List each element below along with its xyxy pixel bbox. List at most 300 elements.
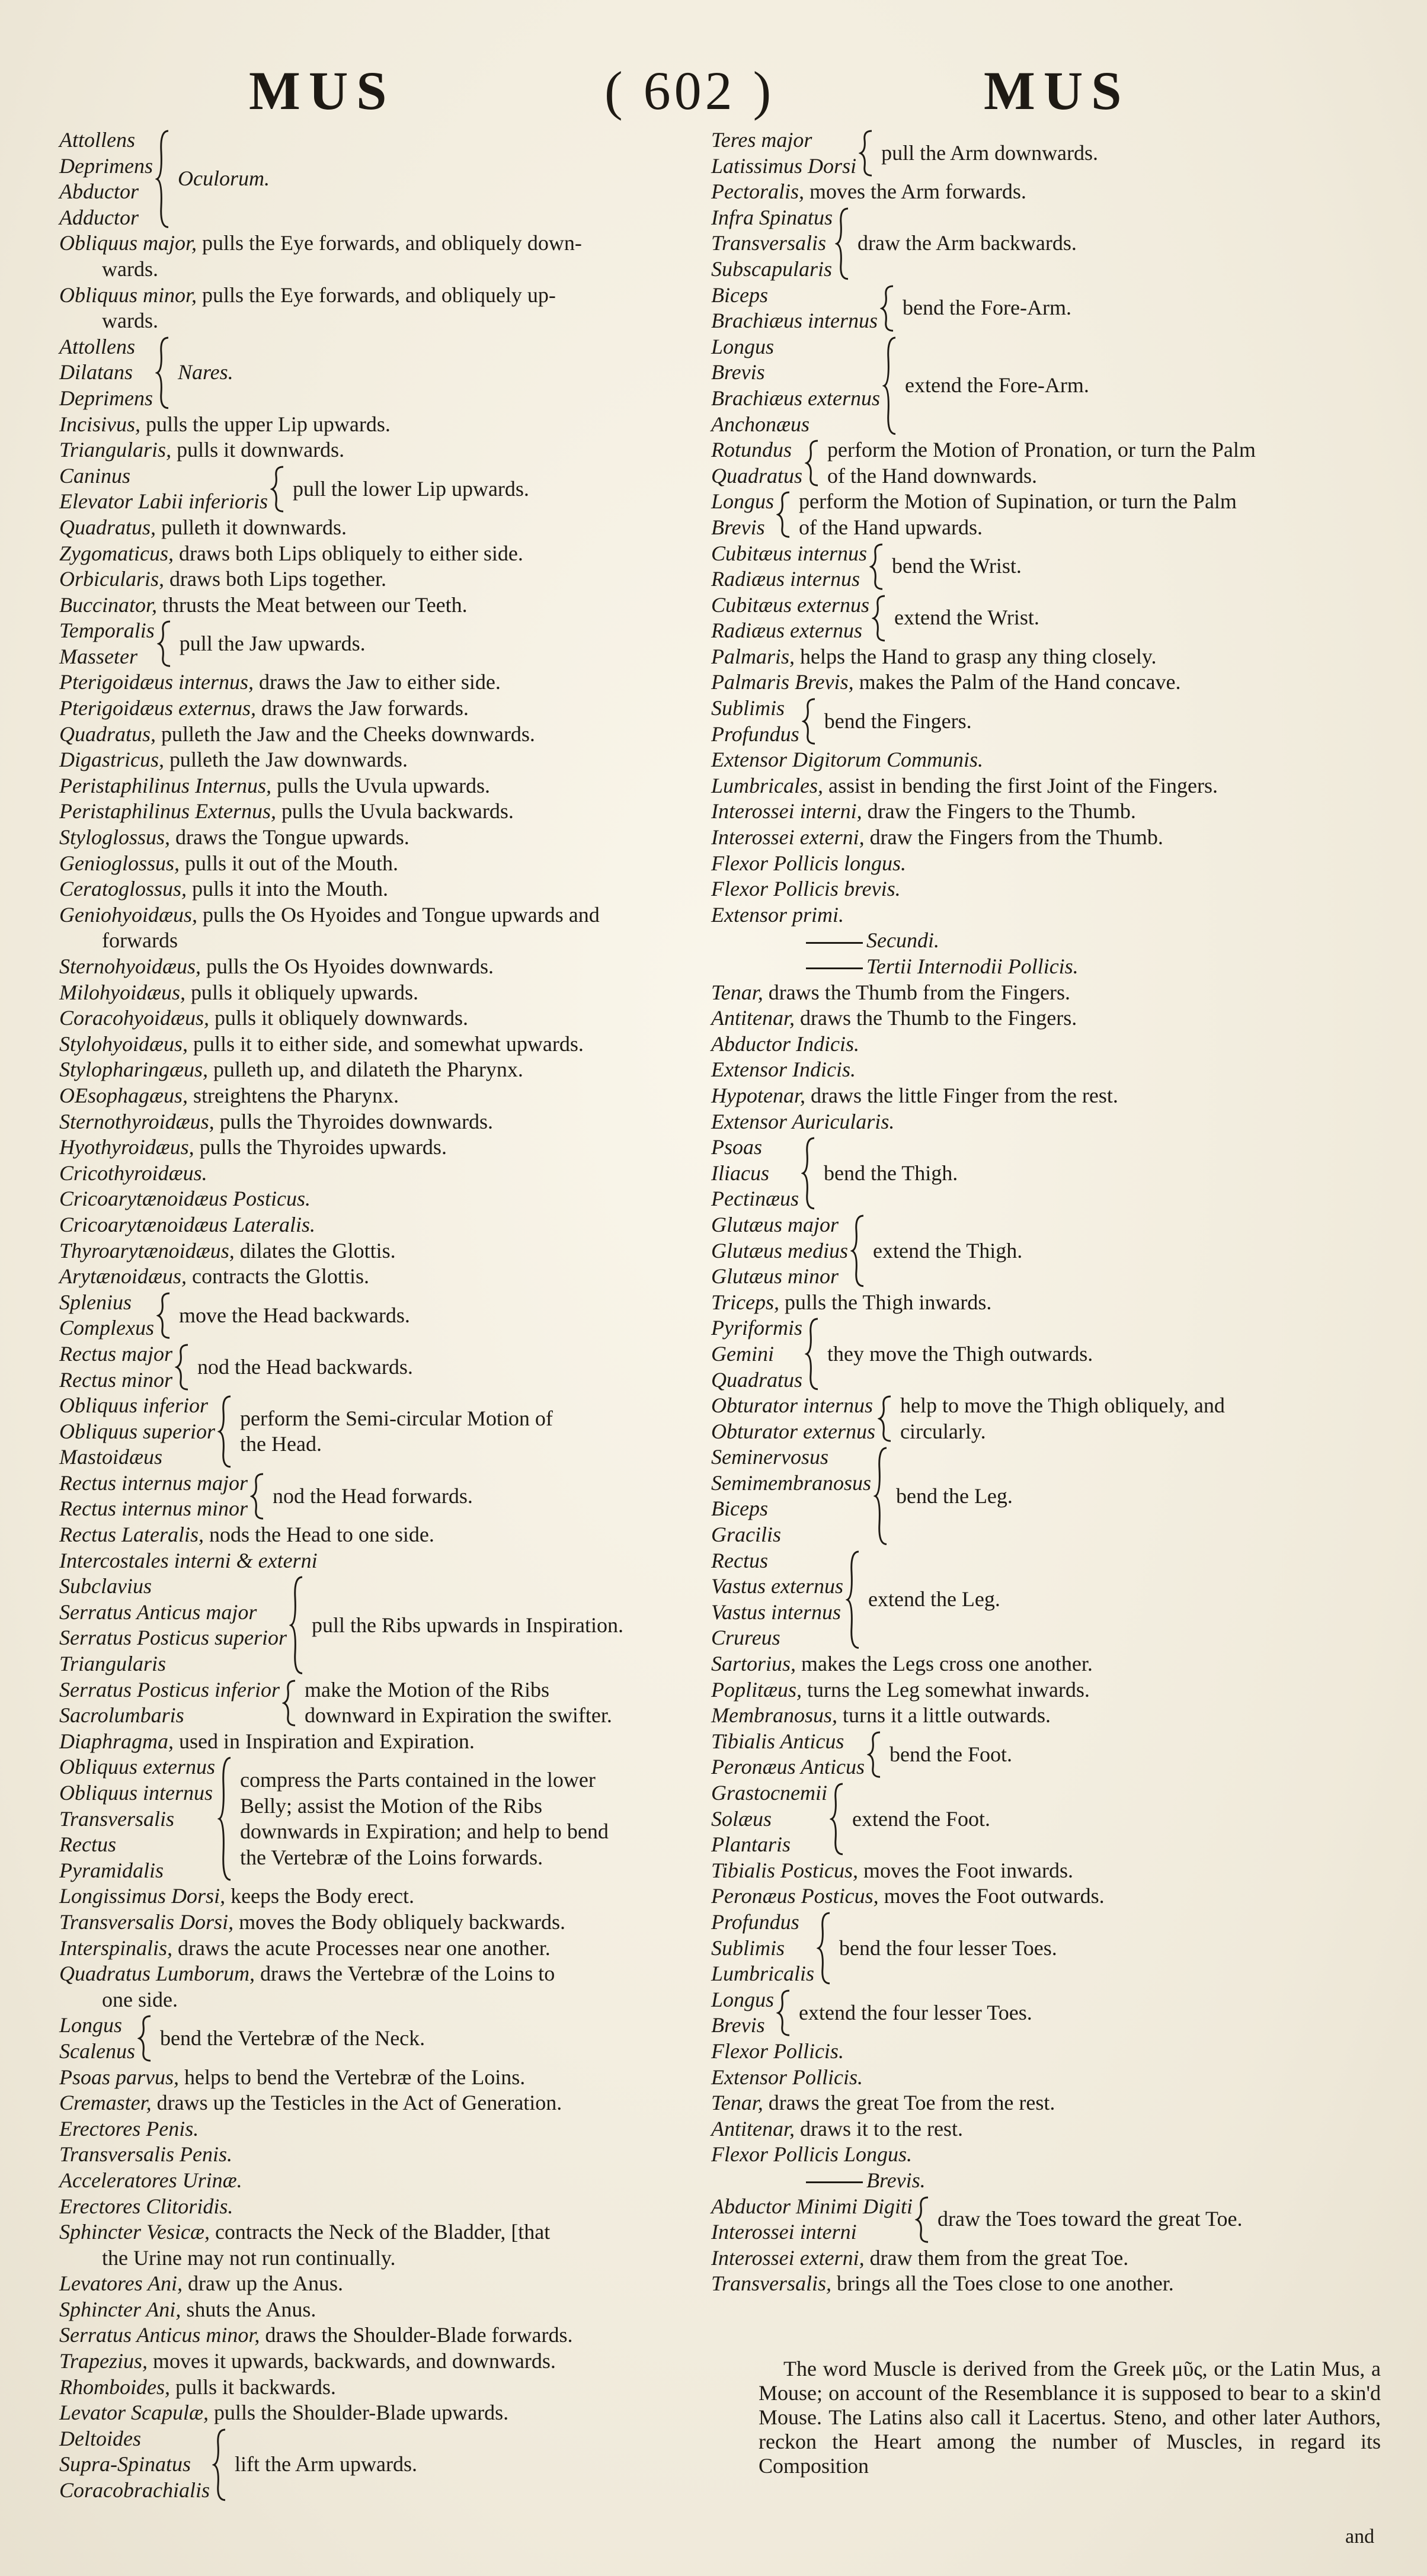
muscle-name: Temporalis (59, 619, 155, 643)
brace (867, 543, 887, 591)
brace (913, 2196, 933, 2244)
muscle-name: Peronæus Anticus (711, 1755, 865, 1779)
muscle-name: Seminervosus (711, 1445, 828, 1469)
muscle-name: Hyothyroidæus, (59, 1135, 194, 1159)
muscle-group (711, 541, 1399, 592)
muscle-name: Infra Spinatus (711, 205, 833, 229)
muscle-entry (59, 2142, 717, 2168)
page-number: ( 602 ) (604, 60, 775, 121)
muscle-group-names (59, 618, 155, 669)
brace (880, 336, 900, 435)
muscle-name: Levatores Ani, (59, 2271, 183, 2296)
muscle-action: draws the Shoulder-Blade forwards. (260, 2323, 573, 2347)
muscle-action: pulls it to either side, and somewhat upwards. (187, 1031, 584, 1056)
brace-icon (156, 1292, 172, 1340)
muscle-entry (59, 1238, 717, 1264)
muscle-group (711, 489, 1399, 540)
muscle-action: draws both Lips together. (164, 567, 386, 591)
muscle-name: Profundus (711, 1909, 799, 1934)
muscle-name: Psoas (711, 1135, 763, 1159)
muscle-name: Deprimens (59, 386, 153, 410)
muscle-entry (711, 2271, 1399, 2297)
ditto-entry: Brevis. (711, 2168, 1399, 2194)
muscle-entry (59, 541, 717, 567)
muscle-entry (59, 2348, 717, 2375)
muscle-action: draw the Fingers from the Thumb. (864, 825, 1163, 850)
muscle-action: pulls it downwards. (171, 438, 345, 462)
muscle-name: Brevis (711, 2013, 765, 2037)
muscle-group (711, 437, 1399, 489)
brace-icon (872, 594, 887, 642)
muscle-group-names (711, 541, 867, 592)
brace-icon (217, 1395, 233, 1469)
muscle-name: Transversalis, (711, 2271, 832, 2296)
muscle-group-names (59, 463, 268, 515)
muscle-action: pulls the Uvula backwards. (276, 799, 514, 824)
muscle-group (59, 1754, 717, 1883)
brace-icon (217, 1756, 233, 1882)
muscle-group-names (711, 127, 856, 179)
muscle-action: nods the Head to one side. (203, 1523, 434, 1547)
muscle-name: Obliquus superior (59, 1419, 216, 1443)
muscle-name: Coracohyoidæus, (59, 1006, 210, 1030)
brace (210, 2428, 230, 2502)
muscle-name: Interossei externi, (711, 2245, 865, 2270)
muscle-name: Extensor Indicis. (711, 1058, 856, 1082)
muscle-entry (711, 1858, 1399, 1884)
entry-continuation: wards. (102, 257, 158, 281)
muscle-entry (711, 773, 1399, 799)
brace-icon (846, 1550, 861, 1649)
muscle-group-names (59, 127, 153, 230)
muscle-entry (59, 1883, 717, 1909)
brace (153, 336, 173, 410)
brace (155, 620, 175, 668)
muscle-name: Pectinæus (711, 1187, 799, 1211)
group-action: extend the four lesser Toes. (799, 2000, 1032, 2024)
muscle-name: Longissimus Dorsi, (59, 1884, 226, 1908)
muscle-action: streightens the Pharynx. (188, 1083, 399, 1107)
muscle-entry (711, 902, 1399, 928)
muscle-name: Gracilis (711, 1523, 782, 1547)
muscle-name: Sartorius, (711, 1652, 796, 1676)
brace (833, 207, 853, 281)
muscle-entry (711, 1005, 1399, 1031)
etymology-paragraph: The word Muscle is derived from the Greek μῦς, or the Latin Mus, a Mouse; on account of the Resemblance it is supposed to bear to a skin'd Mouse. The Latins also call it Lacertus. Steno, and other later Authors, reckon the Heart among the number of Muscles, in regard its Composition (759, 2357, 1381, 2478)
group-action: bend the Fingers. (824, 709, 972, 733)
group-action: extend the Wrist. (894, 605, 1039, 630)
muscle-action: moves the Body obliquely backwards. (233, 1909, 565, 1934)
muscle-name: Trapezius, (59, 2349, 148, 2373)
muscle-name: Peristaphilinus Internus, (59, 773, 271, 797)
brace-icon (155, 336, 171, 410)
muscle-name: Arytænoidæus, (59, 1264, 187, 1289)
muscle-action: pulls it obliquely upwards. (185, 980, 418, 1004)
muscle-action: draws the little Finger from the rest. (805, 1083, 1118, 1107)
brace (172, 1343, 193, 1391)
muscle-entry (59, 980, 717, 1006)
muscle-group (711, 1212, 1399, 1290)
muscle-entry (711, 669, 1399, 696)
muscle-entry (59, 592, 717, 619)
brace-icon (867, 1731, 882, 1779)
muscle-name: Orbicularis, (59, 567, 165, 591)
muscle-name: Abductor (59, 180, 139, 204)
brace (215, 1756, 235, 1882)
muscle-name: Lumbricalis (711, 1962, 815, 1986)
muscle-action: contracts the Glottis. (187, 1264, 369, 1289)
brace-icon (835, 207, 850, 281)
muscle-name: Stylohyoidæus, (59, 1031, 188, 1056)
muscle-name: Extensor Digitorum Communis. (711, 748, 983, 772)
muscle-name: Antitenar, (711, 2116, 795, 2141)
muscle-name: Thyroarytænoidæus, (59, 1238, 235, 1263)
muscle-action: pulls the Thyroides downwards. (214, 1109, 493, 1133)
muscle-name: Plantaris (711, 1832, 791, 1857)
brace-icon (859, 129, 874, 177)
muscle-name: Palmaris Brevis, (711, 670, 854, 694)
muscle-name: Rectus Lateralis, (59, 1523, 204, 1547)
catchword: and (1345, 2526, 1375, 2548)
muscle-name: Glutæus major (711, 1212, 839, 1236)
muscle-action: draws the great Toe from the rest. (763, 2091, 1055, 2115)
muscle-action: draws it to the rest. (795, 2116, 963, 2141)
muscle-name: Serratus Posticus inferior (59, 1677, 280, 1702)
muscle-name: Cricothyroidæus. (59, 1161, 207, 1185)
muscle-group (711, 696, 1399, 747)
muscle-group (59, 2013, 717, 2064)
muscle-name: Abductor Indicis. (711, 1031, 859, 1056)
muscle-name: Lumbricales, (711, 773, 823, 797)
muscle-entry (711, 2142, 1399, 2168)
brace (848, 1214, 868, 1288)
muscle-name: Zygomaticus, (59, 541, 174, 565)
muscle-group-names (711, 1212, 848, 1290)
muscle-name: Glutæus minor (711, 1264, 839, 1289)
muscle-entry (59, 2219, 717, 2245)
muscle-action: draws the Thumb from the Fingers. (763, 980, 1070, 1004)
muscle-name: Diaphragma, (59, 1729, 174, 1753)
brace-icon (270, 465, 286, 513)
brace (799, 697, 820, 745)
muscle-name: Supra-Spinatus (59, 2452, 191, 2476)
group-action: bend the Foot. (890, 1742, 1012, 1766)
brace (135, 2014, 155, 2062)
muscle-entry (711, 2245, 1399, 2271)
muscle-entry (711, 1057, 1399, 1083)
muscle-entry (59, 1083, 717, 1109)
muscle-name: Cremaster, (59, 2091, 152, 2115)
brace (154, 1292, 174, 1340)
muscle-name: Rectus internus minor (59, 1497, 248, 1521)
muscle-entry (711, 1703, 1399, 1729)
muscle-name: Serratus Anticus minor, (59, 2323, 260, 2347)
brace-icon (175, 1343, 190, 1391)
muscle-action: pulls the Os Hyoides downwards. (201, 954, 494, 978)
muscle-name: Mastoidæus (59, 1445, 163, 1469)
muscle-action: pulls the Uvula upwards. (271, 773, 490, 797)
brace (280, 1679, 300, 1727)
muscle-action: turns it a little outwards. (837, 1703, 1051, 1728)
ditto-entry: Secundi. (711, 928, 1399, 954)
muscle-name: Triangularis, (59, 438, 172, 462)
muscle-action: makes the Palm of the Hand concave. (853, 670, 1181, 694)
brace-icon (805, 439, 820, 487)
muscle-name: Longus (711, 489, 775, 514)
group-action: bend the Leg. (895, 1484, 1013, 1508)
muscle-name: Teres major (711, 128, 812, 152)
muscle-name: Pterigoidæus internus, (59, 670, 254, 694)
brace-icon (805, 1317, 820, 1391)
muscle-name: Acceleratores Urinæ. (59, 2168, 242, 2192)
muscle-name: Flexor Pollicis longus. (711, 851, 906, 875)
muscle-entry (711, 799, 1399, 825)
muscle-name: Ceratoglossus, (59, 877, 187, 901)
muscle-name: Obliquus inferior (59, 1393, 209, 1418)
muscle-entry (59, 1161, 717, 1187)
muscle-name: Adductor (59, 205, 139, 229)
muscle-name: Rotundus (711, 438, 792, 462)
muscle-name: Pyramidalis (59, 1858, 164, 1882)
muscle-entry (59, 230, 717, 257)
muscle-group (59, 1393, 717, 1470)
brace-icon (915, 2196, 930, 2244)
muscle-name: Flexor Pollicis. (711, 2039, 844, 2063)
muscle-entry (711, 1031, 1399, 1058)
group-action: help to move the Thigh obliquely, and circularly. (900, 1393, 1225, 1443)
muscle-name: Pyriformis (711, 1316, 803, 1340)
muscle-action: keeps the Body erect. (225, 1884, 414, 1908)
brace (869, 594, 890, 642)
muscle-group-names (711, 1393, 875, 1444)
muscle-action: contracts the Neck of the Bladder, [that (209, 2220, 551, 2244)
muscle-entry (59, 1109, 717, 1135)
muscle-action: used in Inspiration and Expiration. (174, 1729, 475, 1753)
muscle-entry (59, 412, 717, 438)
muscle-action: draw the Fingers to the Thumb. (862, 799, 1136, 824)
muscle-name: Iliacus (711, 1161, 769, 1185)
brace-icon (817, 1911, 832, 1985)
muscle-group-names (711, 1315, 802, 1393)
entry-continuation: forwards (102, 928, 178, 953)
muscle-group (59, 2426, 717, 2504)
muscle-name: Rectus internus major (59, 1470, 248, 1495)
muscle-name: Splenius (59, 1290, 132, 1314)
muscle-entry (59, 851, 717, 877)
muscle-name: Transversalis Penis. (59, 2142, 233, 2167)
muscle-name: Attollens (59, 334, 135, 358)
muscle-name: Extensor Pollicis. (711, 2065, 863, 2089)
muscle-name: Membranosus, (711, 1703, 837, 1728)
muscle-entry (711, 851, 1399, 877)
muscle-entry (59, 669, 717, 696)
brace (802, 439, 823, 487)
muscle-name: Pectoralis, (711, 180, 804, 204)
muscle-name: Dilatans (59, 360, 133, 385)
muscle-group (59, 618, 717, 669)
muscle-name: Longus (59, 2013, 123, 2037)
muscle-name: Hypotenar, (711, 1083, 805, 1107)
left-column (59, 127, 717, 2504)
muscle-entry (59, 825, 717, 851)
entry-continuation: wards. (102, 309, 158, 333)
brace-icon (776, 1989, 792, 2037)
muscle-name: OEsophagæus, (59, 1083, 188, 1107)
group-action: nod the Head forwards. (272, 1484, 473, 1508)
muscle-name: Extensor primi. (711, 902, 844, 927)
muscle-name: Obturator externus (711, 1419, 875, 1443)
group-action: perform the Motion of Supination, or turn the Palm of the Hand upwards. (799, 489, 1237, 539)
muscle-group-names (59, 1574, 287, 1677)
muscle-name: Attollens (59, 128, 135, 152)
muscle-name: Latissimus Dorsi (711, 153, 857, 178)
muscle-name: Vastus externus (711, 1574, 843, 1598)
muscle-name: Crureus (711, 1626, 780, 1650)
muscle-group (59, 334, 717, 412)
group-action: pull the Jaw upwards. (179, 632, 366, 656)
muscle-action: draws the Tongue upwards. (170, 825, 409, 850)
muscle-group-names (59, 2426, 210, 2504)
muscle-name: Tenar, (711, 980, 763, 1004)
brace-icon (880, 284, 895, 332)
brace-icon (882, 336, 898, 435)
entry-continuation: the Urine may not run continually. (102, 2245, 396, 2270)
brace (799, 1136, 819, 1210)
muscle-group (711, 1909, 1399, 1987)
muscle-action: dilates the Glottis. (234, 1238, 396, 1263)
muscle-name: Subscapularis (711, 257, 833, 281)
muscle-group (711, 1135, 1399, 1212)
muscle-entry (711, 2116, 1399, 2142)
muscle-group-names (711, 1729, 865, 1780)
brace (875, 1395, 895, 1443)
muscle-group-names (711, 1987, 774, 2039)
muscle-action: pulls it into the Mouth. (187, 877, 389, 901)
muscle-entry (711, 2090, 1399, 2116)
muscle-entry (59, 1212, 717, 1238)
muscle-name: Elevator Labii inferioris (59, 489, 268, 514)
muscle-group (711, 1987, 1399, 2039)
muscle-action: draws the acute Processes near one another. (172, 1936, 551, 1960)
muscle-name: Anchonæus (711, 412, 810, 436)
group-action: extend the Fore-Arm. (904, 373, 1089, 398)
muscle-entry (59, 1135, 717, 1161)
muscle-group-names (711, 1548, 843, 1651)
muscle-name: Cubitæus internus (711, 541, 868, 565)
muscle-name: Erectores Clitoridis. (59, 2194, 233, 2218)
muscle-name: Sphincter Vesicæ, (59, 2220, 210, 2244)
muscle-group (711, 283, 1399, 334)
muscle-group (711, 592, 1399, 644)
muscle-entry (711, 1083, 1399, 1109)
muscle-name: Palmaris, (711, 644, 795, 668)
group-action: Nares. (177, 360, 233, 385)
muscle-name: Glutæus medius (711, 1238, 849, 1263)
muscle-group (711, 1315, 1399, 1393)
muscle-name: Interossei externi, (711, 825, 865, 850)
muscle-name: Subclavius (59, 1574, 152, 1598)
muscle-name: Coracobrachialis (59, 2478, 210, 2503)
muscle-group (59, 1290, 717, 1341)
muscle-name: Caninus (59, 463, 131, 488)
group-action: lift the Arm upwards. (235, 2452, 417, 2476)
muscle-entry (711, 644, 1399, 670)
muscle-entry (59, 2400, 717, 2426)
group-action: bend the four lesser Toes. (839, 1936, 1057, 1960)
brace-icon (137, 2014, 153, 2062)
muscle-entry (59, 1548, 717, 1574)
muscle-entry (711, 747, 1399, 773)
muscle-action: draw them from the great Toe. (864, 2245, 1129, 2270)
muscle-action: helps to bend the Vertebræ of the Loins. (179, 2065, 526, 2089)
muscle-name: Tenar, (711, 2091, 763, 2115)
muscle-action: draws the Jaw to either side. (254, 670, 501, 694)
muscle-entry (59, 1522, 717, 1548)
brace (878, 284, 898, 332)
muscle-entry (59, 722, 717, 748)
muscle-group (59, 127, 717, 230)
brace (248, 1472, 268, 1520)
muscle-name: Deprimens (59, 153, 153, 178)
muscle-entry (59, 1729, 717, 1755)
muscle-name: Quadratus Lumborum, (59, 1962, 255, 1986)
muscle-name: Brevis (711, 360, 765, 385)
muscle-name: Interossei interni (711, 2220, 857, 2244)
muscle-action: draws the Jaw forwards. (255, 696, 469, 720)
muscle-name: Geniohyoidæus, (59, 902, 197, 927)
group-action: nod the Head backwards. (197, 1354, 413, 1379)
muscle-entry (59, 437, 717, 463)
muscle-group-names (711, 2194, 913, 2245)
muscle-group (711, 334, 1399, 437)
muscle-name: Transversalis (711, 231, 827, 255)
muscle-name: Sacrolumbaris (59, 1703, 184, 1728)
muscle-name: Scalenus (59, 2039, 135, 2063)
muscle-name: Psoas parvus, (59, 2065, 180, 2089)
muscle-name: Solæus (711, 1806, 772, 1831)
muscle-group-names (711, 1780, 827, 1858)
muscle-action: pulls the Eye forwards, and obliquely up- (197, 283, 556, 307)
brace-icon (830, 1782, 845, 1856)
brace-icon (282, 1679, 297, 1727)
muscle-entry (711, 1290, 1399, 1316)
muscle-name: Quadratus, (59, 515, 156, 539)
muscle-group (59, 1677, 717, 1729)
muscle-group-names (59, 1470, 248, 1522)
muscle-entry (59, 1005, 717, 1031)
muscle-entry (59, 1909, 717, 1936)
muscle-action: pulleth the Jaw downwards. (164, 748, 408, 772)
brace (843, 1550, 863, 1649)
muscle-name: Transversalis (59, 1806, 175, 1831)
muscle-name: Interossei interni, (711, 799, 862, 824)
brace-icon (250, 1472, 265, 1520)
muscle-group-names (711, 334, 880, 437)
muscle-group-names (711, 696, 799, 747)
muscle-action: pulls the Thyroides upwards. (194, 1135, 447, 1159)
muscle-name: Peronæus Posticus, (711, 1884, 879, 1908)
brace (871, 1446, 891, 1546)
muscle-group (59, 1341, 717, 1393)
muscle-group-names (59, 1754, 215, 1883)
muscle-name: Triceps, (711, 1290, 780, 1314)
muscle-name: Gemini (711, 1341, 774, 1366)
muscle-name: Brevis (711, 515, 765, 539)
muscle-entry (59, 2168, 717, 2194)
ditto-entry: Tertii Internodii Pollicis. (711, 954, 1399, 980)
muscle-name: Complexus (59, 1316, 154, 1340)
muscle-entry (59, 2271, 717, 2297)
